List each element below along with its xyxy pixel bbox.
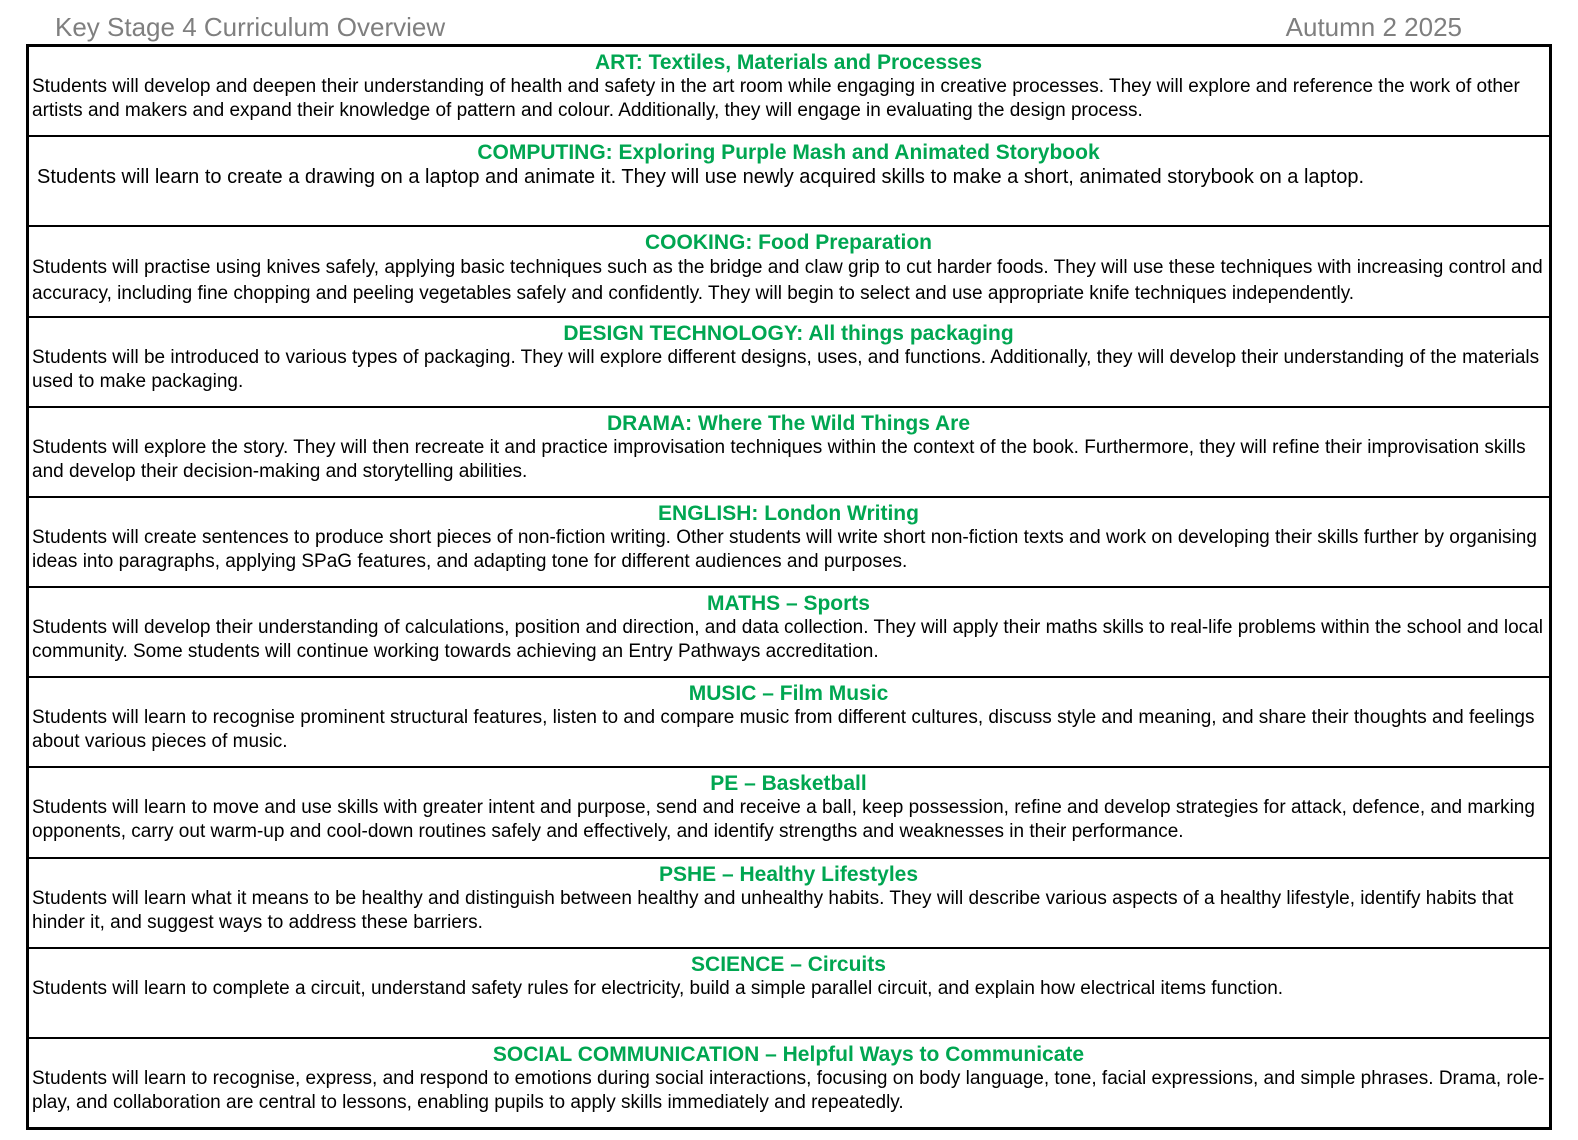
subject-heading: SOCIAL COMMUNICATION – Helpful Ways to Communicate bbox=[492, 1042, 1085, 1066]
subject-heading: PE – Basketball bbox=[710, 772, 867, 796]
subject-description: Students will learn to complete a circuit, understand safety rules for electricity, build a simple parallel circuit, and explain how electrical items function. bbox=[32, 977, 1284, 999]
subject-row-computing bbox=[29, 135, 1549, 225]
subject-heading: COMPUTING: Exploring Purple Mash and Animated Storybook bbox=[477, 141, 1100, 165]
subject-row-cooking bbox=[29, 225, 1549, 315]
subject-row-english bbox=[29, 496, 1549, 586]
subject-row-design-technology bbox=[29, 316, 1549, 406]
subject-description: Students will learn to move and use skills with greater intent and purpose, send and receive a ball, keep possession, refine and develop strategies for attack, defence, and marking opponents, carry out warm-up and cool-down routines safely and effectively, and identify strengths and weaknesses in their performance. bbox=[32, 797, 1535, 843]
subject-description: Students will learn what it means to be healthy and distinguish between healthy and unhealthy habits. They will describe various aspects of a healthy lifestyle, identify habits that hinder it, and suggest ways to address these barriers. bbox=[32, 887, 1514, 933]
subject-heading: ENGLISH: London Writing bbox=[658, 501, 919, 525]
subject-heading: ART: Textiles, Materials and Processes bbox=[594, 51, 983, 74]
subject-heading: MUSIC – Film Music bbox=[688, 682, 889, 706]
subject-description: Students will be introduced to various types of packaging. They will explore different designs, uses, and functions. Additionally, they will develop their understanding of the materials used to make packaging. bbox=[32, 346, 1540, 392]
subject-description: Students will learn to recognise prominent structural features, listen to and compare music from different cultures, discuss style and meaning, and share their thoughts and feelings about various pieces of music. bbox=[32, 707, 1535, 753]
subject-description: Students will develop their understanding of calculations, position and direction, and data collection. They will apply their maths skills to real-life problems within the school and local community. Some students will continue working towards achieving an Entry Pathways accreditation. bbox=[32, 617, 1543, 663]
subject-description: Students will explore the story. They will then recreate it and practice improvisation techniques within the context of the book. Furthermore, they will refine their improvisation skills and develop their decision-making and storytelling abilities. bbox=[32, 436, 1526, 482]
subject-row-pe bbox=[29, 766, 1549, 856]
subject-description: Students will create sentences to produce short pieces of non-fiction writing. Other students will write short non-fiction texts and work on developing their skills further by organising ideas into paragraphs, applying SPaG features, and adapting tone for different audiences and purposes. bbox=[32, 526, 1537, 572]
subject-row-maths bbox=[29, 586, 1549, 676]
subject-row-pshe bbox=[29, 857, 1549, 947]
subject-row-music bbox=[29, 676, 1549, 766]
document-title: Key Stage 4 Curriculum Overview bbox=[55, 12, 446, 42]
subject-row-drama bbox=[29, 406, 1549, 496]
page-header bbox=[0, 0, 1578, 44]
subject-heading: DRAMA: Where The Wild Things Are bbox=[606, 411, 971, 435]
subject-description: Students will develop and deepen their understanding of health and safety in the art room while engaging in creative processes. They will explore and reference the work of other artists and makers and expand their knowledge of pattern and colour. Additionally, they will engage in evaluating the design process. bbox=[32, 76, 1520, 121]
subject-description: Students will learn to create a drawing on a laptop and animate it. They will use newly acquired skills to make a short, animated storybook on a laptop. bbox=[37, 166, 1365, 189]
term-label: Autumn 2 2025 bbox=[1285, 12, 1462, 42]
subject-row-social-communication bbox=[29, 1037, 1549, 1127]
subject-description: Students will practise using knives safely, applying basic techniques such as the bridge and claw grip to cut harder foods. They will use these techniques with increasing control and accuracy, including fine chopping and peeling vegetables safely and confidently. They will begin to select and use appropriate knife techniques independently. bbox=[32, 257, 1543, 305]
subject-heading: SCIENCE – Circuits bbox=[691, 952, 886, 976]
curriculum-table bbox=[26, 44, 1552, 1130]
subject-description: Students will learn to recognise, express, and respond to emotions during social interactions, focusing on body language, tone, facial expressions, and simple phrases. Drama, role-play, and collaboration are central to lessons, enabling pupils to apply skills immediately and repeatedly. bbox=[32, 1067, 1545, 1113]
subject-row-science bbox=[29, 947, 1549, 1037]
subject-heading: PSHE – Healthy Lifestyles bbox=[658, 862, 919, 886]
subject-heading: DESIGN TECHNOLOGY: All things packaging bbox=[563, 321, 1014, 345]
subject-heading: MATHS – Sports bbox=[707, 592, 870, 616]
subject-heading: COOKING: Food Preparation bbox=[644, 231, 932, 255]
subject-row-art bbox=[29, 47, 1549, 135]
